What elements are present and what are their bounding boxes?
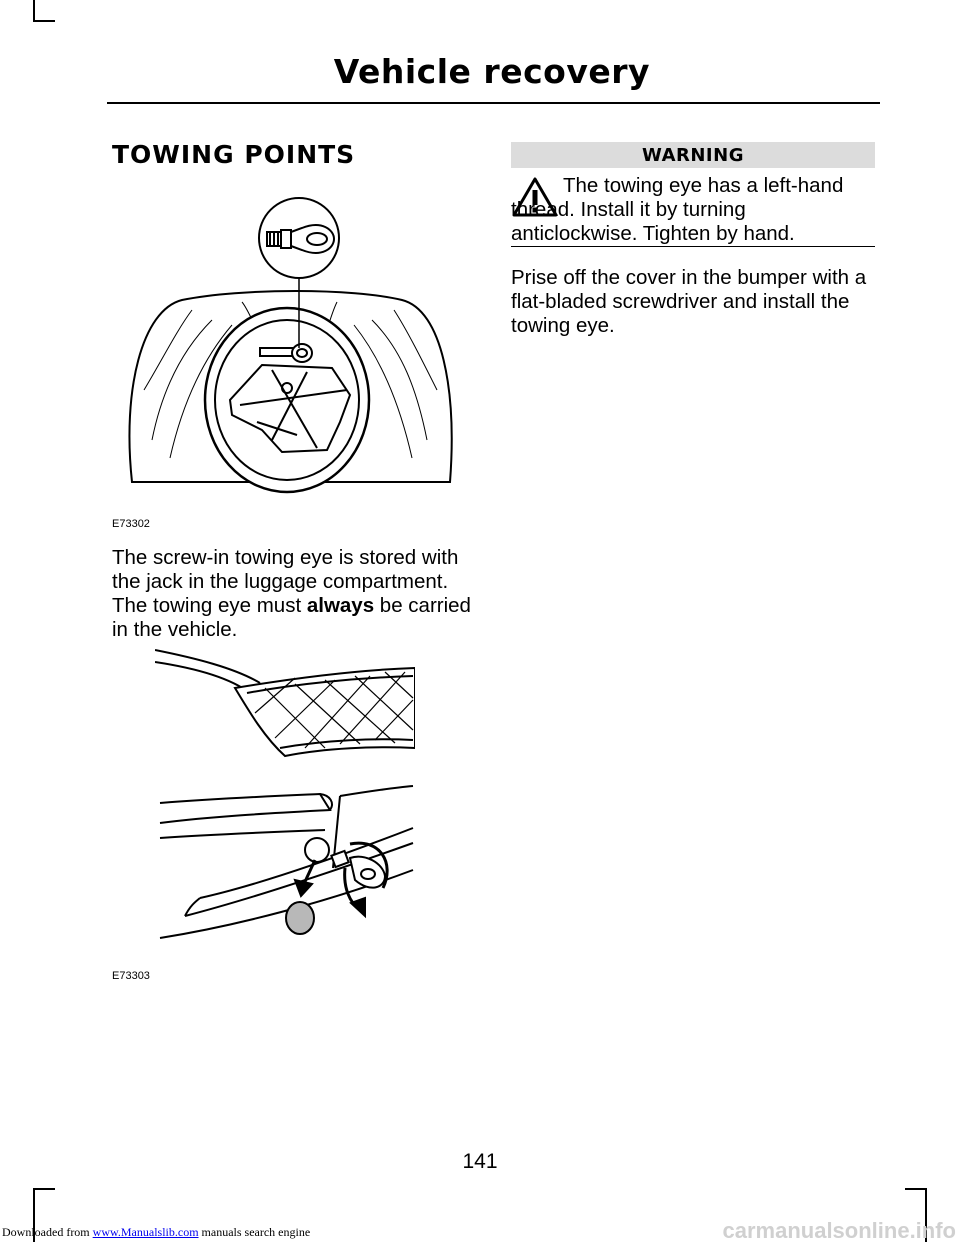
header-divider <box>107 102 880 104</box>
paragraph-towing-eye-storage <box>112 546 482 642</box>
figure-code-1: E73302 <box>112 518 150 530</box>
section-title: TOWING POINTS <box>112 140 356 169</box>
crop-mark-top-left-h <box>33 20 55 22</box>
figure-bumper-towing-eye <box>155 648 415 958</box>
watermark: carmanualsonline.info <box>722 1218 956 1243</box>
manualslib-link[interactable]: www.Manualslib.com <box>92 1225 199 1239</box>
warning-label: WARNING <box>642 145 744 166</box>
crop-mark-bottom-right-h <box>905 1188 927 1190</box>
paragraph-emphasis: always <box>306 594 375 617</box>
figure-code-2: E73303 <box>112 970 150 982</box>
figure-spare-wheel-jack <box>122 190 462 505</box>
warning-text: The towing eye has a left-hand thread. Install it by turning anticlockwise. Tighten by hand. <box>511 174 844 245</box>
crop-mark-bottom-left-h <box>33 1188 55 1190</box>
warning-header <box>511 142 875 168</box>
crop-mark-top-left-v <box>33 0 35 22</box>
download-suffix: manuals search engine <box>198 1225 311 1239</box>
paragraph-text-end: be carried in the vehicle. <box>112 594 471 641</box>
page-number: 141 <box>462 1150 498 1173</box>
paragraph-install-towing-eye: Prise off the cover in the bumper with a flat-bladed screwdriver and install the towing eye. <box>511 266 867 337</box>
page-header-title: Vehicle recovery <box>333 52 650 91</box>
paragraph-text-start: The screw-in towing eye is stored with the jack in the luggage compartment. The towing eye must <box>112 546 459 617</box>
warning-divider <box>511 246 875 247</box>
download-notice <box>2 1225 310 1240</box>
download-prefix: Downloaded from <box>2 1225 93 1239</box>
